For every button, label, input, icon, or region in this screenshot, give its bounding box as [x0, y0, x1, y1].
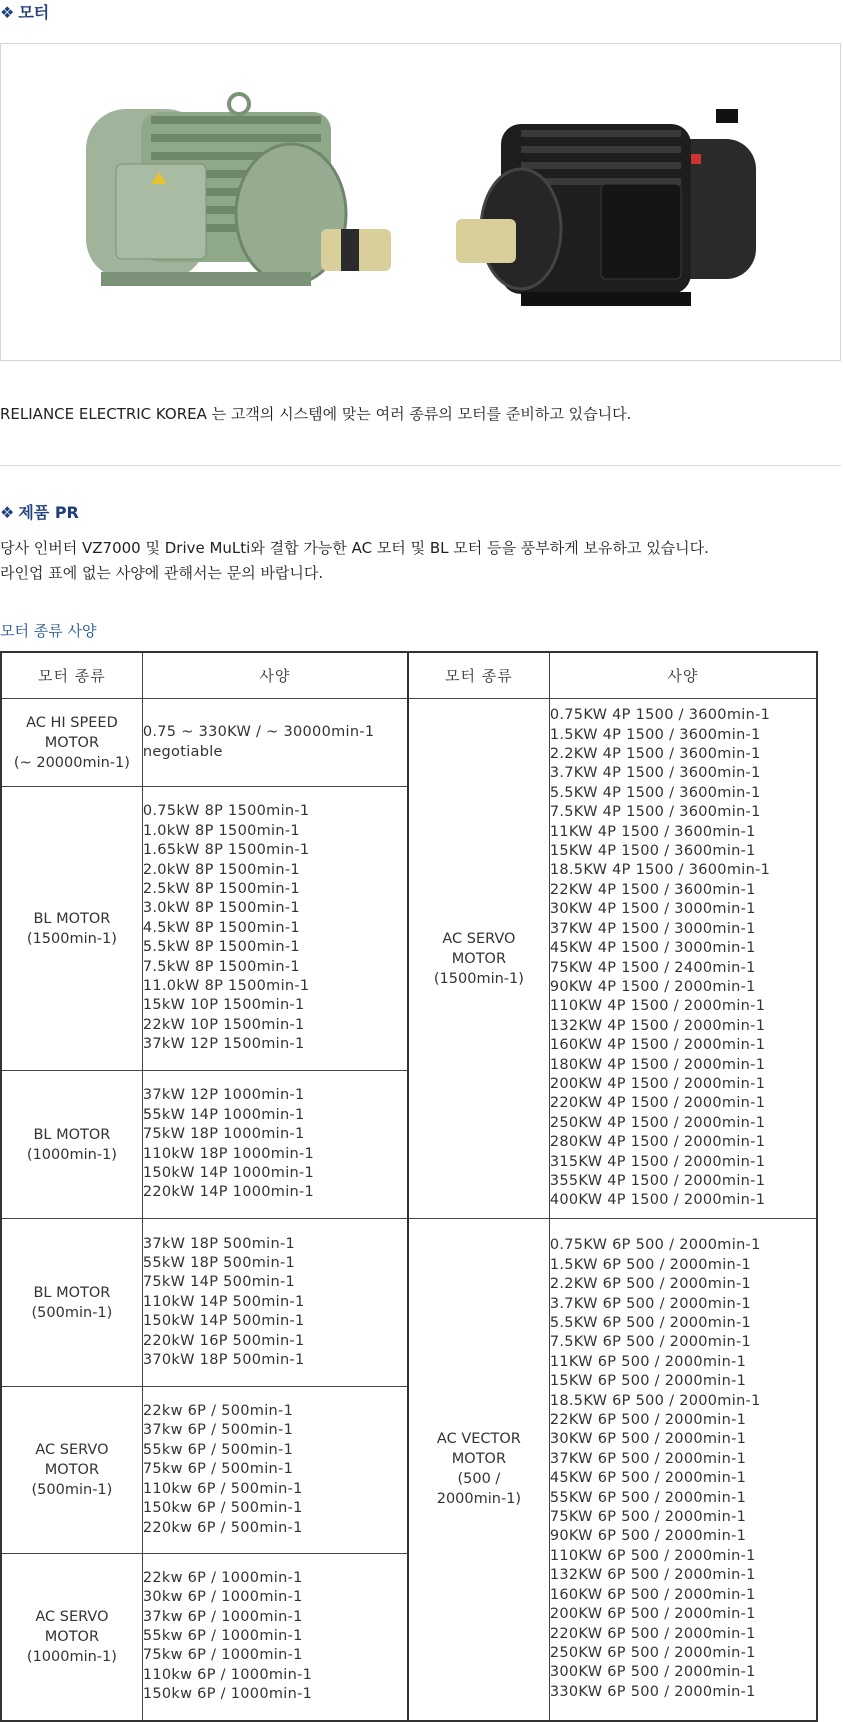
spec-line: 37kW 18P 500min-1 [142, 1235, 296, 1252]
spec-line: 5.5KW 4P 1500 / 3600min-1 [549, 784, 761, 801]
spec-line: 0.75kW 8P 1500min-1 [142, 803, 310, 820]
spec-line: 355KW 4P 1500 / 2000min-1 [549, 1172, 766, 1189]
spec-line: 15KW 6P 500 / 2000min-1 [549, 1373, 747, 1390]
spec-line: 75kw 6P / 500min-1 [142, 1461, 294, 1478]
spec-line: negotiable [142, 743, 223, 760]
spec-line: 37KW 6P 500 / 2000min-1 [549, 1450, 747, 1467]
spec-line: 132KW 4P 1500 / 2000min-1 [549, 1017, 766, 1034]
product-pr-text [0, 536, 709, 586]
spec-line: 110KW 6P 500 / 2000min-1 [549, 1547, 756, 1564]
spec-line: 11.0kW 8P 1500min-1 [142, 978, 310, 995]
spec-line: 150kw 6P / 500min-1 [142, 1500, 303, 1517]
motor-spec-table [0, 651, 818, 1722]
spec-line: 18.5KW 4P 1500 / 3600min-1 [549, 862, 771, 879]
spec-line: 75kw 6P / 1000min-1 [142, 1647, 303, 1664]
spec-line: 200KW 4P 1500 / 2000min-1 [549, 1075, 766, 1092]
spec-line: 37kW 12P 1500min-1 [142, 1036, 305, 1053]
spec-line: 160KW 4P 1500 / 2000min-1 [549, 1037, 766, 1054]
diamond-bullet-icon: ❖ [0, 3, 15, 22]
spec-line: 75KW 4P 1500 / 2400min-1 [549, 959, 756, 976]
spec-table-title: 모터 종류 사양 [0, 622, 97, 640]
table-body [1, 699, 817, 1721]
spec-line: 7.5KW 6P 500 / 2000min-1 [549, 1334, 752, 1351]
spec-line: 2.2KW 6P 500 / 2000min-1 [549, 1276, 752, 1293]
spec-line: 110kw 6P / 500min-1 [142, 1480, 303, 1497]
section-heading-motor [0, 0, 49, 23]
spec-line: 220kw 6P / 500min-1 [142, 1519, 303, 1536]
spec-line: 22kW 10P 1500min-1 [142, 1016, 305, 1033]
spec-line: 220KW 4P 1500 / 2000min-1 [549, 1095, 766, 1112]
spec-line: 7.5KW 4P 1500 / 3600min-1 [549, 804, 761, 821]
spec-line: 250KW 6P 500 / 2000min-1 [549, 1644, 756, 1661]
spec-line: 30KW 4P 1500 / 3000min-1 [549, 901, 756, 918]
header-spec: 사양 [142, 652, 408, 699]
spec-line: 2.0kW 8P 1500min-1 [142, 861, 300, 878]
spec-line: 90KW 4P 1500 / 2000min-1 [549, 978, 756, 995]
motor-type-cell: BL MOTOR (1500min-1) [1, 787, 142, 1071]
spec-line: 30KW 6P 500 / 2000min-1 [549, 1431, 747, 1448]
spec-cell [142, 699, 408, 787]
motor-type-cell: AC SERVO MOTOR (1500min-1) [408, 699, 549, 1219]
spec-line: 15KW 4P 1500 / 3600min-1 [549, 843, 756, 860]
spec-line: 5.5kW 8P 1500min-1 [142, 939, 300, 956]
spec-line: 150kw 6P / 1000min-1 [142, 1686, 313, 1703]
spec-cell [142, 1071, 408, 1219]
spec-line: 220KW 6P 500 / 2000min-1 [549, 1625, 756, 1642]
spec-line: 3.7KW 4P 1500 / 3600min-1 [549, 765, 761, 782]
spec-cell [142, 1219, 408, 1387]
table-header-row [1, 652, 817, 699]
spec-line: 55kw 6P / 1000min-1 [142, 1628, 303, 1645]
spec-line: 55kW 14P 1000min-1 [142, 1106, 305, 1123]
spec-line: 11KW 4P 1500 / 3600min-1 [549, 823, 756, 840]
spec-line: 3.0kW 8P 1500min-1 [142, 900, 300, 917]
spec-line: 0.75KW 4P 1500 / 3600min-1 [549, 707, 771, 724]
motor-type-cell: BL MOTOR (1000min-1) [1, 1071, 142, 1219]
motor-illustration [1, 44, 840, 360]
spec-line: 110kW 18P 1000min-1 [142, 1145, 315, 1162]
table-row [1, 1219, 817, 1387]
intro-text: RELIANCE ELECTRIC KOREA 는 고객의 시스템에 맞는 여러 종류의 모터를 준비하고 있습니다. [0, 405, 632, 423]
spec-line: 1.5KW 6P 500 / 2000min-1 [549, 1256, 752, 1273]
spec-line: 45KW 6P 500 / 2000min-1 [549, 1470, 747, 1487]
spec-line: 370kW 18P 500min-1 [142, 1352, 305, 1369]
spec-line: 0.75KW 6P 500 / 2000min-1 [549, 1237, 761, 1254]
header-motor-type: 모터 종류 [408, 652, 549, 699]
spec-line: 22KW 4P 1500 / 3600min-1 [549, 881, 756, 898]
diamond-bullet-icon: ❖ [0, 503, 15, 522]
green-motor-image [86, 94, 391, 286]
spec-line: 400KW 4P 1500 / 2000min-1 [549, 1192, 766, 1209]
spec-line: 22KW 6P 500 / 2000min-1 [549, 1412, 747, 1429]
motor-type-cell: AC VECTOR MOTOR (500 / 2000min-1) [408, 1219, 549, 1721]
spec-line: 22kw 6P / 500min-1 [142, 1403, 294, 1420]
spec-line: 300KW 6P 500 / 2000min-1 [549, 1664, 756, 1681]
section-divider [0, 465, 841, 466]
spec-line: 37KW 4P 1500 / 3000min-1 [549, 920, 756, 937]
spec-line: 280KW 4P 1500 / 2000min-1 [549, 1134, 766, 1151]
spec-line: 200KW 6P 500 / 2000min-1 [549, 1606, 756, 1623]
spec-line: 220kW 16P 500min-1 [142, 1332, 305, 1349]
spec-line: 220kW 14P 1000min-1 [142, 1184, 315, 1201]
spec-line: 1.0kW 8P 1500min-1 [142, 822, 300, 839]
spec-line: 55KW 6P 500 / 2000min-1 [549, 1489, 747, 1506]
header-motor-type: 모터 종류 [1, 652, 142, 699]
spec-line: 150kW 14P 500min-1 [142, 1313, 305, 1330]
spec-cell [549, 1219, 817, 1721]
spec-cell [142, 1554, 408, 1721]
spec-cell [142, 1387, 408, 1554]
spec-line: 250KW 4P 1500 / 2000min-1 [549, 1114, 766, 1131]
spec-line: 15kW 10P 1500min-1 [142, 997, 305, 1014]
spec-cell [142, 787, 408, 1071]
spec-line: 18.5KW 6P 500 / 2000min-1 [549, 1392, 761, 1409]
spec-line: 110kw 6P / 1000min-1 [142, 1666, 313, 1683]
spec-line: 7.5kW 8P 1500min-1 [142, 958, 300, 975]
spec-line: 150kW 14P 1000min-1 [142, 1164, 315, 1181]
motor-type-cell: AC SERVO MOTOR (1000min-1) [1, 1554, 142, 1721]
spec-line: 37kw 6P / 1000min-1 [142, 1608, 303, 1625]
spec-line: 55kw 6P / 500min-1 [142, 1441, 294, 1458]
spec-line: 1.65kW 8P 1500min-1 [142, 842, 310, 859]
header-spec: 사양 [549, 652, 817, 699]
motor-type-cell: AC SERVO MOTOR (500min-1) [1, 1387, 142, 1554]
spec-line: 11KW 6P 500 / 2000min-1 [549, 1353, 747, 1370]
table-row [1, 699, 817, 787]
product-pr-line: 당사 인버터 VZ7000 및 Drive MuLti와 결합 가능한 AC 모터 및 BL 모터 등을 풍부하게 보유하고 있습니다. [0, 539, 709, 557]
spec-line: 75kW 18P 1000min-1 [142, 1126, 305, 1143]
spec-line: 4.5kW 8P 1500min-1 [142, 919, 300, 936]
spec-line: 3.7KW 6P 500 / 2000min-1 [549, 1295, 752, 1312]
product-pr-line: 라인업 표에 없는 사양에 관해서는 문의 바랍니다. [0, 564, 324, 582]
spec-line: 0.75 ~ 330KW / ~ 30000min-1 [142, 724, 375, 741]
spec-line: 22kw 6P / 1000min-1 [142, 1569, 303, 1586]
spec-line: 1.5KW 4P 1500 / 3600min-1 [549, 726, 761, 743]
motor-product-image [0, 43, 841, 361]
section-title-motor: 모터 [18, 3, 50, 22]
spec-line: 75kW 14P 500min-1 [142, 1274, 296, 1291]
spec-line: 330KW 6P 500 / 2000min-1 [549, 1683, 756, 1700]
section-heading-product-pr [0, 500, 79, 523]
spec-line: 75KW 6P 500 / 2000min-1 [549, 1509, 747, 1526]
spec-line: 132KW 6P 500 / 2000min-1 [549, 1567, 756, 1584]
spec-line: 55kW 18P 500min-1 [142, 1254, 296, 1271]
spec-line: 110kW 14P 500min-1 [142, 1293, 305, 1310]
spec-line: 110KW 4P 1500 / 2000min-1 [549, 998, 766, 1015]
spec-line: 37kW 12P 1000min-1 [142, 1087, 305, 1104]
spec-line: 90KW 6P 500 / 2000min-1 [549, 1528, 747, 1545]
spec-line: 2.5kW 8P 1500min-1 [142, 880, 300, 897]
spec-cell [549, 699, 817, 1219]
black-motor-image [456, 109, 756, 306]
spec-line: 45KW 4P 1500 / 3000min-1 [549, 940, 756, 957]
motor-type-cell: AC HI SPEED MOTOR (~ 20000min-1) [1, 699, 142, 787]
spec-line: 315KW 4P 1500 / 2000min-1 [549, 1153, 766, 1170]
spec-line: 37kw 6P / 500min-1 [142, 1422, 294, 1439]
spec-line: 2.2KW 4P 1500 / 3600min-1 [549, 746, 761, 763]
spec-line: 160KW 6P 500 / 2000min-1 [549, 1586, 756, 1603]
section-title-product-pr: 제품 PR [18, 503, 79, 522]
spec-line: 180KW 4P 1500 / 2000min-1 [549, 1056, 766, 1073]
motor-type-cell: BL MOTOR (500min-1) [1, 1219, 142, 1387]
spec-line: 30kw 6P / 1000min-1 [142, 1589, 303, 1606]
spec-line: 5.5KW 6P 500 / 2000min-1 [549, 1315, 752, 1331]
